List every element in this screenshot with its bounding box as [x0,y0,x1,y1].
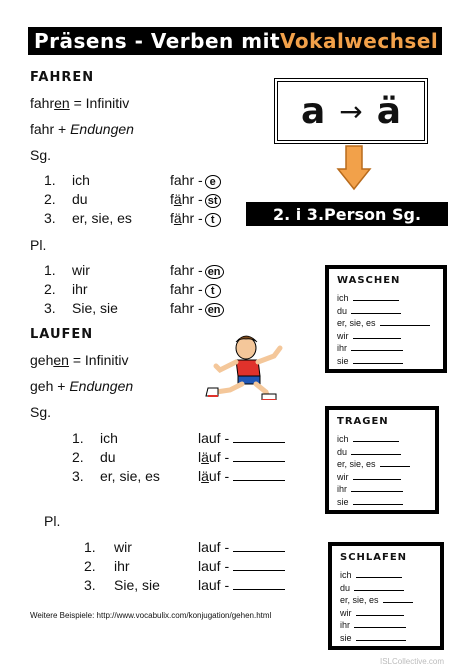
answer-line[interactable] [351,342,403,351]
vowel-to: ä [376,90,402,132]
fahren-sg3-pron: er, sie, es [72,210,132,226]
laufen-pl2-num: 2. [84,558,96,574]
laufen-pl1-pron: wir [114,539,132,555]
laufen-stem: geh + Endungen [30,378,134,394]
laufen-pl2-form: lauf - [198,558,285,574]
fahren-sg1-pron: ich [72,172,90,188]
title-part1: Präsens - Verben mit [34,29,281,53]
laufen-pl-label: Pl. [44,513,61,529]
fahren-pl2-form: fahr - t [170,281,221,298]
watermark: ISLCollective.com [380,657,445,666]
fahren-pl1-pron: wir [72,262,90,278]
ending-circle: en [205,265,224,279]
laufen-pl3-pron: Sie, sie [114,577,160,593]
answer-blank [233,539,285,552]
answer-line[interactable] [351,305,401,314]
answer-blank [233,430,285,443]
box-heading: SCHLAFEN [340,552,408,563]
fahren-sg3-num: 3. [44,210,56,226]
fahren-sg1-form: fahr - e [170,172,221,189]
fahren-pl3-form: fahr - en [170,300,224,317]
laufen-pl3-num: 3. [84,577,96,593]
answer-line[interactable] [383,594,413,603]
answer-line[interactable] [353,433,399,442]
ending-circle: t [205,213,221,227]
fahren-sg-label: Sg. [30,147,52,163]
ending-circle: e [205,175,221,189]
answer-line[interactable] [353,330,401,339]
answer-line[interactable] [354,582,404,591]
title-part2: Vokalwechsel [280,29,439,53]
fahren-pl2-pron: ihr [72,281,88,297]
answer-line[interactable] [351,483,403,492]
laufen-infinitive: gehen = Infinitiv [30,352,129,368]
fahren-infinitive: fahren = Infinitiv [30,95,130,111]
laufen-pl3-form: lauf - [198,577,285,593]
answer-line[interactable] [356,607,404,616]
fahren-stem: fahr + Endungen [30,121,134,137]
fahren-sg3-form: fähr - t [170,210,221,227]
person-note-bar [246,202,448,226]
answer-line[interactable] [353,292,399,301]
person-note: 2. i 3.Person Sg. [272,204,422,224]
answer-blank [233,558,285,571]
laufen-pl1-num: 1. [84,539,96,555]
fahren-sg2-num: 2. [44,191,56,207]
laufen-pl2-pron: ihr [114,558,130,574]
answer-line[interactable] [380,458,410,467]
down-arrow-icon [336,145,372,191]
exercise-box-schlafen: SCHLAFEN ich du er, sie, es wir ihr sie [328,542,444,650]
laufen-sg3-pron: er, sie, es [100,468,160,484]
laufen-heading: LAUFEN [30,327,94,342]
fahren-sg2-pron: du [72,191,88,207]
laufen-sg1-pron: ich [100,430,118,446]
fahren-pl2-num: 2. [44,281,56,297]
vowel-from: a [300,90,326,132]
laufen-pl1-form: lauf - [198,539,285,555]
answer-line[interactable] [353,471,401,480]
answer-blank [233,449,285,462]
fahren-pl3-pron: Sie, sie [72,300,118,316]
vowel-arrow-icon: → [339,94,363,128]
answer-line[interactable] [354,619,406,628]
fahren-pl1-num: 1. [44,262,56,278]
fahren-heading: FAHREN [30,70,95,85]
vowel-change-box [274,78,428,144]
laufen-sg1-num: 1. [72,430,84,446]
footer-link[interactable]: Weitere Beispiele: http://www.vocabulix.com/konjugation/gehen.html [30,611,272,620]
ending-circle: t [205,284,221,298]
ending-circle: en [205,303,224,317]
laufen-sg3-num: 3. [72,468,84,484]
laufen-sg1-form: lauf - [198,430,285,446]
fahren-pl3-num: 3. [44,300,56,316]
exercise-box-tragen: TRAGEN ich du er, sie, es wir ihr sie [325,406,439,514]
answer-line[interactable] [380,317,430,326]
answer-blank [233,468,285,481]
answer-blank [233,577,285,590]
running-boy-illustration [202,330,288,400]
fahren-sg2-form: fähr - st [170,191,221,208]
fahren-sg1-num: 1. [44,172,56,188]
ending-circle: st [205,194,221,208]
laufen-sg2-num: 2. [72,449,84,465]
laufen-sg3-form: läuf - [198,468,285,484]
answer-line[interactable] [353,355,403,364]
fahren-pl-label: Pl. [30,237,47,253]
exercise-box-waschen: WASCHEN ich du er, sie, es wir ihr sie [325,265,447,373]
fahren-pl1-form: fahr - en [170,262,224,279]
answer-line[interactable] [356,569,402,578]
box-heading: TRAGEN [337,416,389,427]
box-heading: WASCHEN [337,275,401,286]
laufen-sg2-pron: du [100,449,116,465]
laufen-sg-label: Sg. [30,404,52,420]
title-bar [28,27,442,55]
laufen-sg2-form: läuf - [198,449,285,465]
answer-line[interactable] [353,496,403,505]
answer-line[interactable] [351,446,401,455]
answer-line[interactable] [356,632,406,641]
